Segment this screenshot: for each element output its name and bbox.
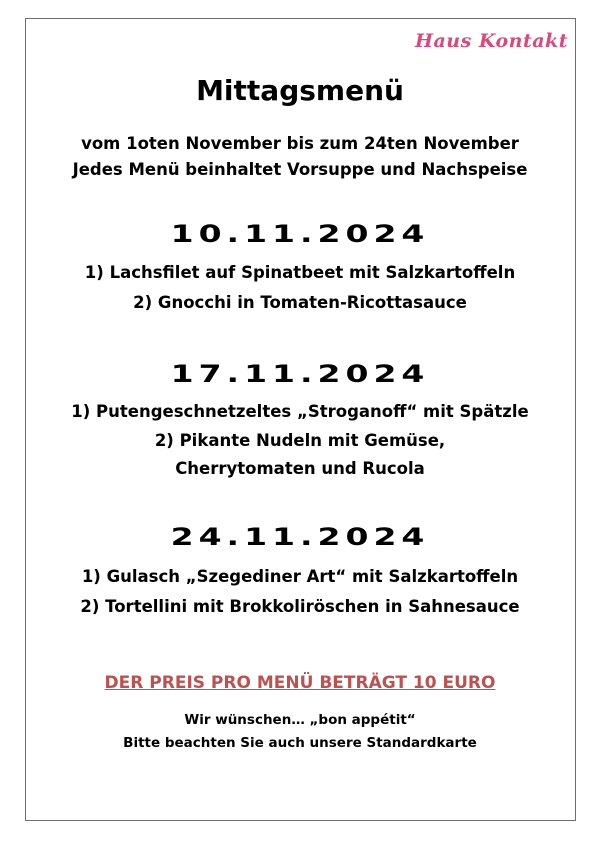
price-notice: DER PREIS PRO MENÜ BETRÄGT 10 EURO	[104, 673, 496, 693]
menu-item: 1) Gulasch „Szegediner Art“ mit Salzkartoffeln	[81, 567, 519, 586]
menu-item: 2) Gnocchi in Tomaten-Ricottasauce	[133, 293, 467, 312]
bon-appetit-text: Wir wünschen… „bon appétit“	[184, 712, 416, 728]
menu-date-3: 24.11.2024	[170, 522, 430, 551]
menu-item: 2) Pikante Nudeln mit Gemüse,	[154, 431, 446, 450]
menu-item: 1) Lachsfilet auf Spinatbeet mit Salzkartoffeln	[84, 263, 516, 282]
menu-item: Cherrytomaten und Rucola	[175, 459, 425, 478]
date-range-text: vom 1oten November bis zum 24ten November	[81, 134, 519, 153]
menu-date-1: 10.11.2024	[170, 219, 430, 248]
menu-item: 1) Putengeschnetzeltes „Stroganoff“ mit Spätzle	[71, 402, 529, 421]
page-title: Mittagsmenü	[196, 74, 404, 107]
menu-item: 2) Tortellini mit Brokkoliröschen in Sahnesauce	[80, 597, 520, 616]
standard-menu-note: Bitte beachten Sie auch unsere Standardkarte	[123, 735, 477, 751]
menu-includes-text: Jedes Menü beinhaltet Vorsuppe und Nachspeise	[72, 160, 528, 179]
menu-date-2: 17.11.2024	[170, 359, 430, 388]
brand-logo: Haus Kontakt	[415, 30, 568, 52]
